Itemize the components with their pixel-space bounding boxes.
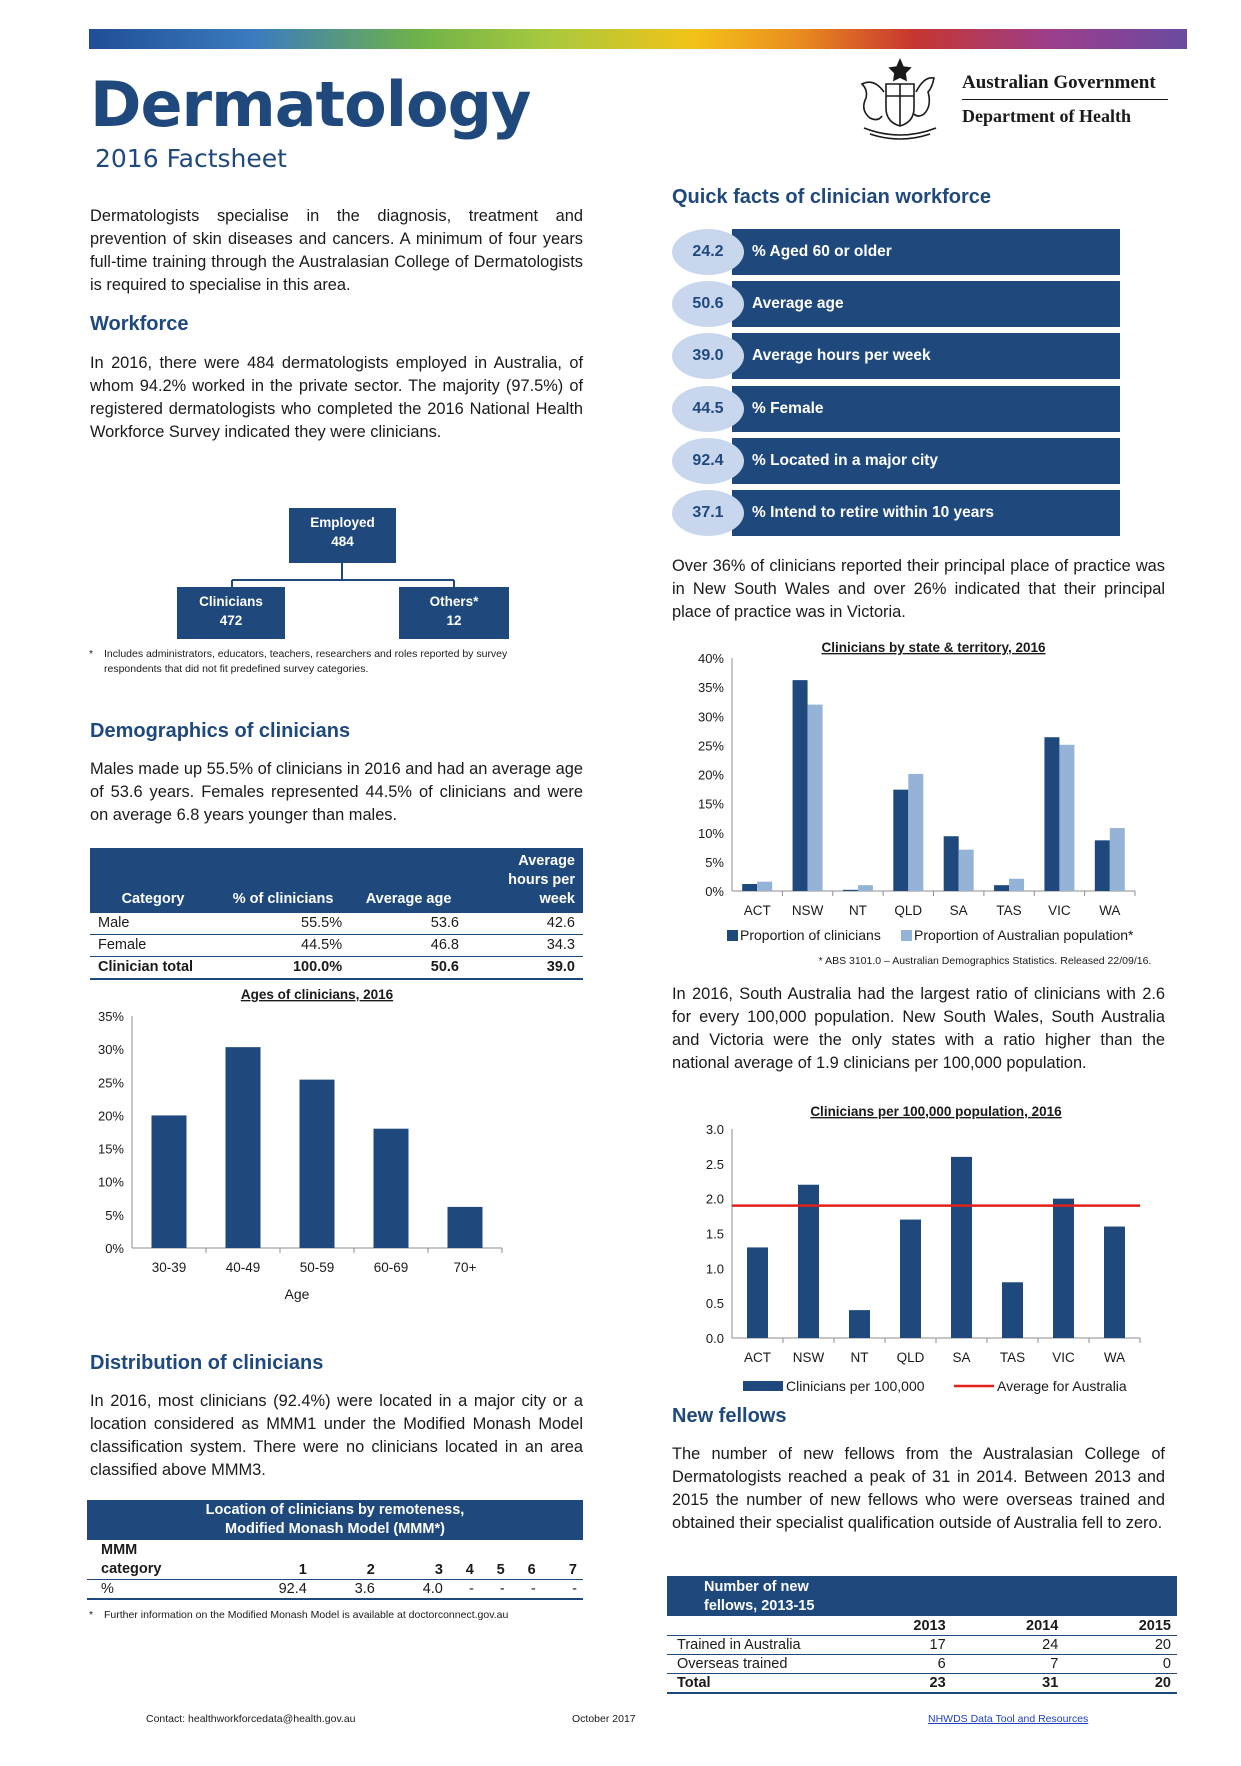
state-chart bbox=[665, 638, 1185, 973]
page-subtitle: 2016 Factsheet bbox=[95, 144, 287, 173]
quick-fact-value: 39.0 bbox=[672, 333, 744, 379]
bar bbox=[959, 850, 974, 891]
table-header: Average hours per week bbox=[467, 848, 583, 913]
chart-title: Clinicians per 100,000 population, 2016 bbox=[810, 1104, 1062, 1119]
quick-fact-item bbox=[672, 438, 1120, 484]
quick-fact-value: 92.4 bbox=[672, 438, 744, 484]
table-header: 7 bbox=[568, 1562, 577, 1578]
clinicians-value: 472 bbox=[219, 613, 243, 628]
demographics-table bbox=[90, 848, 583, 980]
bar bbox=[1095, 840, 1110, 891]
table-header: 2 bbox=[366, 1562, 375, 1578]
bar bbox=[944, 836, 959, 891]
quick-fact-item bbox=[672, 386, 1120, 432]
quick-fact-label: Average hours per week bbox=[752, 347, 931, 364]
gov-department: Department of Health bbox=[962, 106, 1131, 126]
table-row bbox=[90, 913, 583, 935]
table-cell: - bbox=[468, 1581, 474, 1597]
x-tick-label: WA bbox=[1103, 1350, 1126, 1365]
clinicians-box bbox=[177, 587, 285, 639]
bar bbox=[798, 1185, 819, 1338]
table-row bbox=[667, 1655, 1177, 1674]
y-tick-label: 20% bbox=[697, 767, 724, 783]
clinicians-label: Clinicians bbox=[199, 594, 263, 609]
x-tick-label: 50-59 bbox=[299, 1260, 335, 1275]
government-logo bbox=[850, 56, 1180, 142]
table-header: 2014 bbox=[1026, 1618, 1059, 1634]
legend-label: Average for Australia bbox=[997, 1378, 1127, 1394]
x-tick-label: 70+ bbox=[453, 1260, 477, 1275]
ratio-chart bbox=[665, 1102, 1185, 1402]
table-header-row bbox=[87, 1541, 583, 1580]
workforce-paragraph: In 2016, there were 484 dermatologists employed in Australia, of whom 94.2% worked in the private sector. The majority (97.5%) of registered dermatologists who completed the 2016 National Health Workforce Survey indicated they were clinicians. bbox=[90, 354, 583, 441]
bar bbox=[849, 1310, 870, 1338]
table-cell: Male bbox=[98, 915, 130, 931]
y-tick-label: 35% bbox=[697, 680, 724, 696]
fellows-title-line-2: fellows, 2013-15 bbox=[704, 1598, 815, 1614]
table-cell: 24 bbox=[1042, 1637, 1059, 1653]
x-tick-label: 40-49 bbox=[225, 1260, 261, 1275]
table-row bbox=[87, 1580, 583, 1600]
table-cell: 46.8 bbox=[430, 937, 459, 953]
workforce-footnote-mark: * bbox=[89, 648, 94, 660]
table-cell: % bbox=[101, 1581, 114, 1597]
quick-fact-value: 50.6 bbox=[672, 281, 744, 327]
distribution-heading: Distribution of clinicians bbox=[90, 1352, 324, 1374]
y-tick-label: 2.0 bbox=[705, 1191, 724, 1207]
table-cell: 17 bbox=[929, 1637, 946, 1653]
legend-label: Proportion of clinicians bbox=[740, 927, 881, 943]
quick-fact-label: % Female bbox=[752, 400, 824, 417]
x-tick-label: 60-69 bbox=[373, 1260, 409, 1275]
table-cell: 6 bbox=[937, 1656, 946, 1672]
table-cell: Clinician total bbox=[98, 959, 194, 975]
fellows-table-title-bar bbox=[667, 1576, 1177, 1616]
mmm-col-label-2: category bbox=[101, 1561, 162, 1577]
state-paragraph: Over 36% of clinicians reported their principal place of practice was in New South Wales and over 26% indicated that their principal place of practice was in Victoria. bbox=[672, 557, 1165, 621]
table-header: 5 bbox=[496, 1562, 505, 1578]
y-tick-label: 5% bbox=[105, 1207, 124, 1223]
x-tick-label: ACT bbox=[744, 1350, 771, 1365]
workforce-footnote: Includes administrators, educators, teachers, researchers and roles reported by survey respondents that did not fit predefined survey categories. bbox=[104, 648, 508, 675]
table-header: Average age bbox=[350, 848, 467, 913]
table-header: 6 bbox=[527, 1562, 536, 1578]
table-header: Category bbox=[90, 848, 216, 913]
table-header: 2013 bbox=[913, 1618, 946, 1634]
ratio-paragraph: In 2016, South Australia had the largest ratio of clinicians with 2.6 for every 100,000 population. New South Wales, South Australia and Victoria were the only states with a ratio higher than the national average of 1.9 clinicians per 100,000 population. bbox=[672, 985, 1165, 1072]
chart-title: Clinicians by state & territory, 2016 bbox=[821, 640, 1046, 655]
coat-of-arms-icon bbox=[850, 56, 950, 142]
table-cell: - bbox=[572, 1581, 577, 1597]
table-cell: - bbox=[499, 1581, 505, 1597]
y-tick-label: 20% bbox=[97, 1108, 124, 1124]
y-tick-label: 30% bbox=[97, 1042, 124, 1058]
page-title: Dermatology bbox=[90, 68, 531, 141]
mmm-title-line-2: Modified Monash Model (MMM*) bbox=[225, 1521, 445, 1537]
table-header: 2015 bbox=[1138, 1618, 1171, 1634]
y-tick-label: 25% bbox=[97, 1075, 124, 1091]
table-row bbox=[667, 1674, 1177, 1694]
new-fellows-paragraph: The number of new fellows from the Australasian College of Dermatologists reached a peak of 31 in 2014. Between 2013 and 2015 the number of new fellows who were overseas trained and obtained their specialist qualification outside of Australia fell to zero. bbox=[672, 1445, 1165, 1532]
x-tick-label: SA bbox=[949, 903, 968, 918]
bar bbox=[1044, 737, 1059, 891]
table-row bbox=[90, 957, 583, 980]
table-header: 3 bbox=[434, 1562, 443, 1578]
distribution-paragraph: In 2016, most clinicians (92.4%) were located in a major city or a location considered as MMM1 under the Modified Monash Model classification system. There were no clinicians located in an area classified above MMM3. bbox=[90, 1392, 583, 1479]
quick-fact-label: % Located in a major city bbox=[752, 452, 939, 469]
bar bbox=[152, 1115, 187, 1248]
footer-date: October 2017 bbox=[572, 1713, 636, 1725]
bar bbox=[793, 680, 808, 891]
y-tick-label: 1.5 bbox=[705, 1226, 724, 1242]
bar bbox=[1104, 1227, 1125, 1338]
bar bbox=[448, 1207, 483, 1248]
employed-box bbox=[289, 508, 396, 563]
bar bbox=[994, 885, 1009, 891]
x-tick-label: NSW bbox=[791, 903, 824, 918]
legend-label: Proportion of Australian population* bbox=[914, 927, 1134, 943]
mmm-table-title bbox=[87, 1500, 583, 1540]
bar bbox=[1053, 1199, 1074, 1338]
x-tick-label: TAS bbox=[999, 1350, 1026, 1365]
mmm-col-label-1: MMM bbox=[101, 1542, 138, 1558]
gov-divider bbox=[962, 99, 1168, 100]
nhwds-link[interactable]: NHWDS Data Tool and Resources bbox=[928, 1713, 1089, 1725]
bar bbox=[893, 790, 908, 891]
employed-label: Employed bbox=[310, 515, 375, 530]
table-cell: 20 bbox=[1154, 1637, 1171, 1653]
table-cell: 7 bbox=[1050, 1656, 1059, 1672]
workforce-heading: Workforce bbox=[90, 313, 189, 335]
bar bbox=[908, 774, 923, 891]
x-tick-label: NT bbox=[850, 1350, 869, 1365]
intro-paragraph: Dermatologists specialise in the diagnosis, treatment and prevention of skin diseases and cancers. A minimum of four years full-time training through the Australasian College of Dermatologists is required to specialise in this area. bbox=[90, 207, 583, 294]
quick-facts-heading: Quick facts of clinician workforce bbox=[672, 186, 991, 208]
y-tick-label: 3.0 bbox=[705, 1122, 724, 1137]
y-tick-label: 40% bbox=[697, 651, 724, 666]
table-row bbox=[667, 1636, 1177, 1655]
fellows-table bbox=[667, 1617, 1177, 1694]
x-tick-label: QLD bbox=[896, 1350, 925, 1365]
others-box bbox=[399, 587, 509, 639]
x-tick-label: TAS bbox=[996, 903, 1022, 918]
ages-chart bbox=[90, 980, 590, 1305]
table-cell: 31 bbox=[1042, 1675, 1059, 1691]
table-cell: Trained in Australia bbox=[677, 1637, 801, 1653]
quick-fact-label: % Intend to retire within 10 years bbox=[752, 504, 995, 521]
table-cell: 100.0% bbox=[292, 959, 343, 975]
table-header bbox=[667, 1617, 839, 1636]
table-cell: 39.0 bbox=[546, 959, 575, 975]
table-header: % of clinicians bbox=[216, 848, 350, 913]
gov-name: Australian Government bbox=[962, 72, 1156, 93]
table-cell: 42.6 bbox=[546, 915, 575, 931]
table-cell: 55.5% bbox=[301, 915, 343, 931]
table-header-row bbox=[90, 848, 583, 913]
mmm-table bbox=[87, 1541, 583, 1600]
table-cell: 44.5% bbox=[301, 937, 343, 953]
bar bbox=[1002, 1282, 1023, 1338]
x-tick-label: SA bbox=[952, 1350, 971, 1365]
mmm-title-line-1: Location of clinicians by remoteness, bbox=[205, 1502, 465, 1518]
quick-fact-value: 24.2 bbox=[672, 229, 744, 275]
y-tick-label: 10% bbox=[697, 825, 724, 841]
others-label: Others* bbox=[429, 594, 479, 609]
table-cell: 34.3 bbox=[546, 937, 575, 953]
fellows-title-line-1: Number of new bbox=[704, 1579, 809, 1595]
bar bbox=[808, 705, 823, 891]
fellows-table-title bbox=[704, 1578, 814, 1616]
y-tick-label: 25% bbox=[697, 738, 724, 754]
table-cell: 50.6 bbox=[430, 959, 459, 975]
x-tick-label: QLD bbox=[894, 903, 923, 918]
bar bbox=[742, 884, 757, 891]
y-tick-label: 0% bbox=[105, 1241, 124, 1256]
table-cell: 3.6 bbox=[354, 1581, 375, 1597]
bar bbox=[374, 1129, 409, 1248]
table-cell: - bbox=[530, 1581, 536, 1597]
table-header: 1 bbox=[298, 1562, 307, 1578]
table-cell: 53.6 bbox=[430, 915, 459, 931]
bar bbox=[858, 885, 873, 891]
quick-fact-item bbox=[672, 490, 1120, 536]
table-row bbox=[90, 935, 583, 957]
bar bbox=[300, 1080, 335, 1248]
y-tick-label: 15% bbox=[97, 1141, 124, 1157]
bar bbox=[900, 1220, 921, 1338]
chart-footnote: * ABS 3101.0 – Australian Demographics Statistics. Released 22/09/16. bbox=[818, 955, 1152, 967]
quick-fact-label: % Aged 60 or older bbox=[752, 243, 892, 260]
quick-fact-item bbox=[672, 333, 1120, 379]
table-cell: 4.0 bbox=[422, 1581, 443, 1597]
table-header: 4 bbox=[465, 1562, 474, 1578]
bar bbox=[747, 1247, 768, 1338]
y-tick-label: 0.0 bbox=[705, 1331, 724, 1346]
table-cell: Overseas trained bbox=[677, 1656, 788, 1672]
legend-swatch bbox=[901, 930, 912, 941]
mmm-footnote: Further information on the Modified Monash Model is available at doctorconnect.gov.au bbox=[104, 1609, 509, 1621]
employed-value: 484 bbox=[331, 534, 354, 549]
demographics-heading: Demographics of clinicians bbox=[90, 720, 351, 742]
table-cell: 20 bbox=[1154, 1675, 1171, 1691]
table-cell: Female bbox=[98, 937, 147, 953]
table-cell: 0 bbox=[1162, 1656, 1171, 1672]
chart-title: Ages of clinicians, 2016 bbox=[240, 987, 394, 1002]
y-tick-label: 2.5 bbox=[705, 1156, 724, 1172]
x-tick-label: NT bbox=[848, 903, 867, 918]
quick-fact-item bbox=[672, 281, 1120, 327]
x-tick-label: VIC bbox=[1052, 1350, 1075, 1365]
y-tick-label: 0% bbox=[705, 884, 724, 899]
bar bbox=[226, 1047, 261, 1248]
y-tick-label: 35% bbox=[97, 1009, 124, 1024]
bar bbox=[951, 1157, 972, 1338]
y-tick-label: 5% bbox=[705, 854, 724, 870]
y-tick-label: 30% bbox=[697, 709, 724, 725]
bar bbox=[843, 890, 858, 891]
x-tick-label: VIC bbox=[1048, 903, 1071, 918]
legend-label: Clinicians per 100,000 bbox=[786, 1378, 925, 1394]
x-tick-label: WA bbox=[1099, 903, 1121, 918]
bar bbox=[1009, 879, 1024, 891]
y-tick-label: 1.0 bbox=[705, 1261, 724, 1277]
y-tick-label: 0.5 bbox=[705, 1296, 724, 1312]
quick-fact-value: 37.1 bbox=[672, 490, 744, 536]
mmm-footnote-mark: * bbox=[89, 1609, 94, 1621]
others-value: 12 bbox=[446, 613, 462, 628]
table-cell: 23 bbox=[929, 1675, 946, 1691]
legend-swatch bbox=[727, 930, 738, 941]
x-tick-label: NSW bbox=[792, 1350, 825, 1365]
x-tick-label: 30-39 bbox=[151, 1260, 187, 1275]
quick-fact-label: Average age bbox=[752, 295, 844, 312]
bar bbox=[1110, 828, 1125, 891]
table-cell: 92.4 bbox=[278, 1581, 307, 1597]
bar bbox=[757, 882, 772, 891]
table-header-row bbox=[667, 1617, 1177, 1636]
footer-contact: Contact: healthworkforcedata@health.gov.au bbox=[146, 1713, 356, 1725]
y-tick-label: 10% bbox=[97, 1174, 124, 1190]
table-cell: Total bbox=[677, 1675, 711, 1691]
new-fellows-heading: New fellows bbox=[672, 1405, 787, 1427]
y-tick-label: 15% bbox=[697, 796, 724, 812]
table-header bbox=[87, 1541, 215, 1580]
quick-fact-item bbox=[672, 229, 1120, 275]
quick-fact-value: 44.5 bbox=[672, 386, 744, 432]
bar bbox=[1059, 745, 1074, 891]
x-tick-label: ACT bbox=[743, 903, 771, 918]
demographics-paragraph: Males made up 55.5% of clinicians in 2016 and had an average age of 53.6 years. Females represented 44.5% of clinicians and were on average 6.8 years younger than males. bbox=[90, 760, 583, 824]
rainbow-header-bar bbox=[89, 29, 1187, 49]
x-axis-label: Age bbox=[284, 1286, 310, 1302]
legend-swatch bbox=[743, 1381, 783, 1391]
